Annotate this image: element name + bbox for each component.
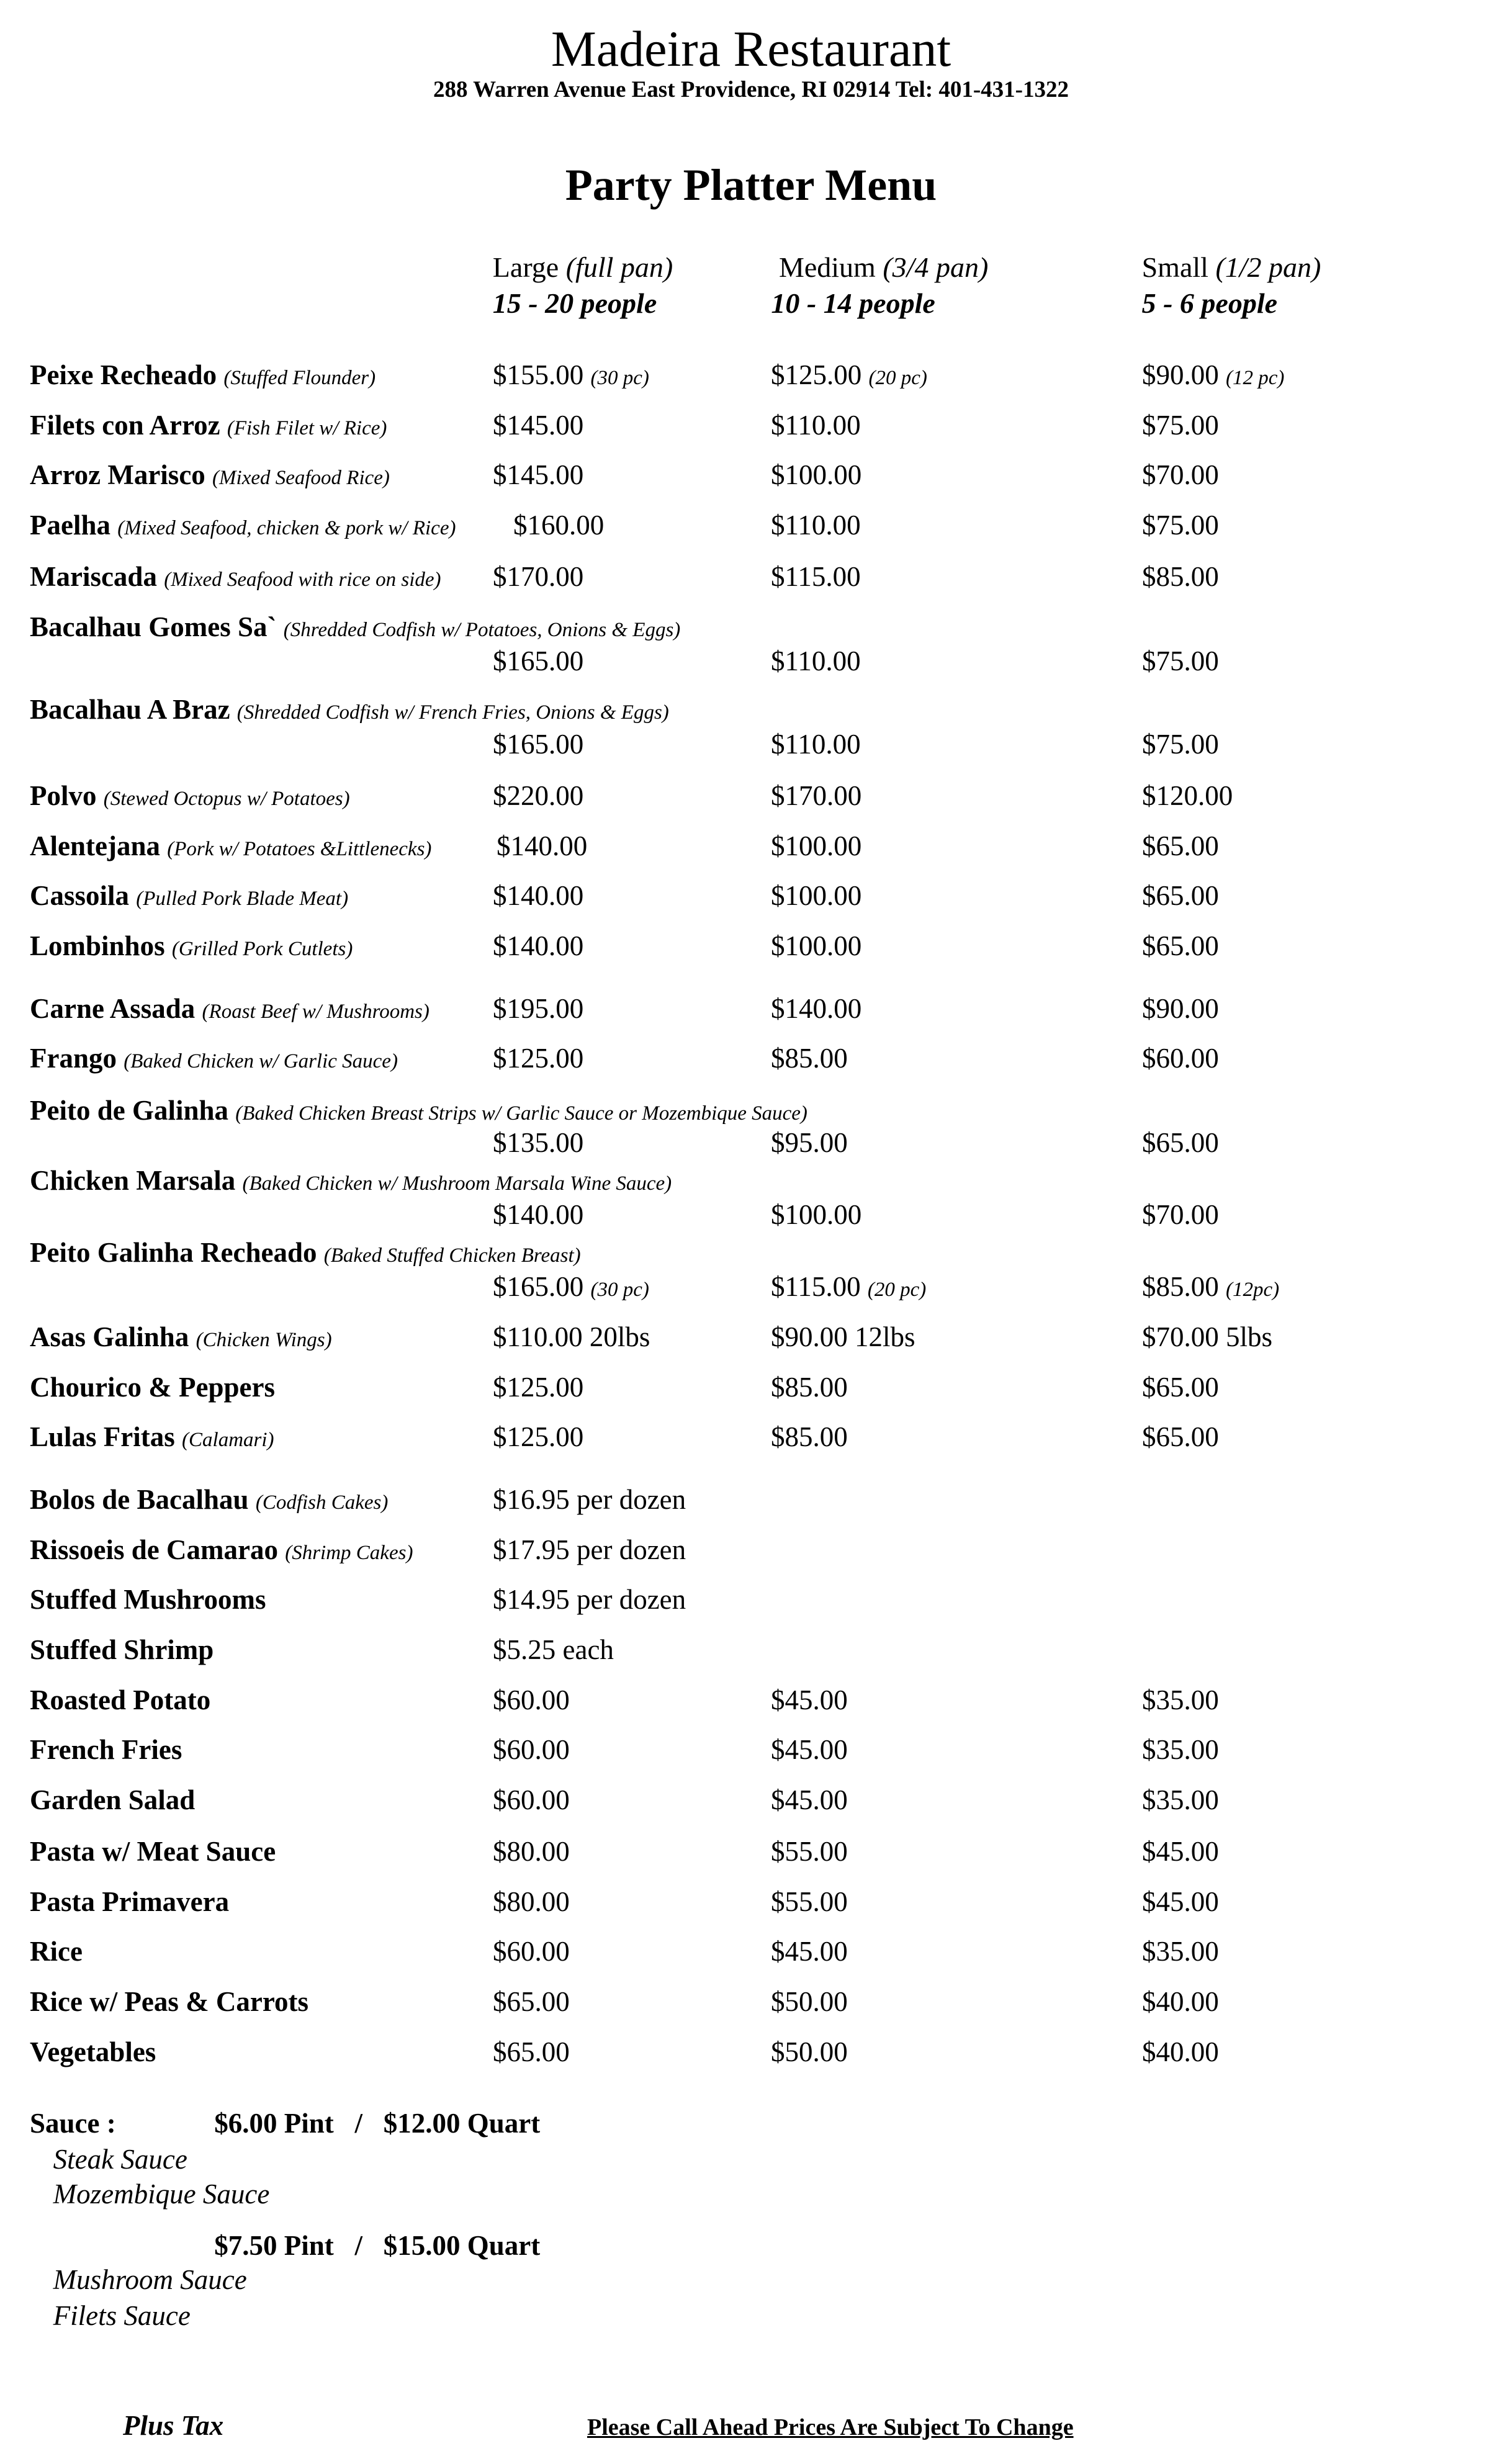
price-value: $115.00 bbox=[771, 561, 861, 593]
item-name-text: Roasted Potato bbox=[30, 1684, 211, 1715]
price-small bbox=[1142, 361, 1284, 389]
item-name bbox=[30, 1423, 274, 1451]
item-name bbox=[30, 1371, 275, 1403]
item-name bbox=[30, 1786, 195, 1814]
price-small bbox=[1142, 1273, 1279, 1301]
price-value: $110.00 bbox=[771, 645, 861, 677]
price-small bbox=[1142, 1985, 1219, 2017]
price-value: $65.00 bbox=[1142, 1421, 1219, 1453]
price-large bbox=[493, 1129, 583, 1157]
item-name bbox=[30, 1736, 182, 1764]
price-value: $100.00 bbox=[771, 1199, 862, 1231]
price-value: $125.00 bbox=[493, 1371, 584, 1403]
restaurant-name: Madeira Restaurant bbox=[551, 20, 951, 77]
column-header-large bbox=[493, 253, 673, 282]
item-name-text: Paelha bbox=[30, 510, 110, 541]
price-small bbox=[1142, 882, 1219, 910]
price-value: $75.00 bbox=[1142, 645, 1219, 677]
item-description: (Roast Beef w/ Mushrooms) bbox=[202, 1000, 429, 1023]
price-value: $140.00 bbox=[493, 1199, 584, 1231]
price-disclaimer: Please Call Ahead Prices Are Subject To Change bbox=[587, 2414, 1074, 2440]
menu-title: Party Platter Menu bbox=[565, 160, 937, 210]
price-value: $45.00 bbox=[771, 1684, 848, 1715]
portion-note: (12 pc) bbox=[1226, 367, 1285, 390]
price-small bbox=[1142, 782, 1233, 810]
price-value: $14.95 per dozen bbox=[493, 1584, 686, 1616]
size-label: Large bbox=[492, 251, 559, 284]
item-name-text: Garden Salad bbox=[30, 1784, 196, 1815]
price-large bbox=[493, 1586, 686, 1614]
sauce-item: Steak Sauce bbox=[53, 2144, 187, 2175]
price-value: $165.00 bbox=[493, 1271, 584, 1303]
item-name bbox=[30, 1636, 214, 1664]
column-header-medium bbox=[779, 253, 988, 282]
column-header-small bbox=[1142, 253, 1321, 282]
price-value: $155.00 bbox=[493, 359, 584, 391]
price-small bbox=[1142, 832, 1219, 860]
price-value: $75.00 bbox=[1142, 728, 1219, 760]
price-value: $170.00 bbox=[493, 561, 584, 593]
item-name-text: Carne Assada bbox=[30, 992, 196, 1024]
price-value: $140.00 bbox=[493, 880, 584, 912]
price-value: $60.00 bbox=[493, 1784, 570, 1815]
pan-label: (1/2 pan) bbox=[1215, 251, 1321, 284]
price-value: $140.00 bbox=[497, 830, 588, 861]
price-medium bbox=[771, 1838, 848, 1866]
price-value: $135.00 bbox=[493, 1127, 584, 1159]
price-large bbox=[493, 1636, 614, 1664]
item-name bbox=[30, 361, 376, 389]
size-label: Small bbox=[1141, 251, 1208, 284]
sauce-price: $6.00 Pint / $12.00 Quart bbox=[214, 2108, 541, 2139]
item-name bbox=[30, 882, 348, 910]
price-small bbox=[1142, 992, 1219, 1024]
price-value: $125.00 bbox=[493, 1043, 584, 1074]
portion-note: (12pc) bbox=[1226, 1279, 1280, 1302]
price-value: $17.95 per dozen bbox=[493, 1534, 686, 1565]
item-name-text: Bolos de Bacalhau bbox=[30, 1484, 249, 1515]
item-name bbox=[30, 782, 350, 810]
price-value: $35.00 bbox=[1142, 1684, 1219, 1715]
sauce-item: Filets Sauce bbox=[53, 2300, 191, 2332]
price-value: $50.00 bbox=[771, 2036, 848, 2067]
price-value: $60.00 bbox=[493, 1936, 570, 1967]
item-name-text: Lombinhos bbox=[30, 930, 165, 961]
price-medium bbox=[771, 511, 861, 539]
pan-label: (3/4 pan) bbox=[883, 251, 989, 284]
price-value: $55.00 bbox=[771, 1836, 848, 1867]
price-value: $160.00 bbox=[513, 510, 605, 541]
price-value: $110.00 bbox=[771, 510, 861, 541]
price-value: $95.00 bbox=[771, 1127, 848, 1159]
item-name-text: Frango bbox=[30, 1043, 117, 1074]
people-count-small: 5 - 6 people bbox=[1141, 287, 1278, 320]
item-description: (Baked Chicken Breast Strips w/ Garlic Sauce or Mozembique Sauce) bbox=[235, 1102, 807, 1125]
price-large bbox=[493, 361, 649, 389]
price-medium bbox=[771, 1938, 848, 1966]
item-name bbox=[30, 1586, 266, 1614]
price-large bbox=[493, 461, 583, 489]
item-name-text: Peito de Galinha bbox=[30, 1094, 229, 1126]
price-value: $140.00 bbox=[493, 930, 584, 961]
item-name bbox=[30, 613, 680, 641]
price-small bbox=[1142, 411, 1219, 439]
price-large bbox=[493, 1423, 583, 1451]
item-description: (Baked Stuffed Chicken Breast) bbox=[323, 1244, 581, 1267]
price-value: $195.00 bbox=[493, 992, 584, 1024]
price-small bbox=[1142, 1888, 1219, 1916]
item-name bbox=[30, 1938, 83, 1966]
price-medium bbox=[771, 992, 862, 1024]
price-large bbox=[493, 882, 583, 910]
price-large bbox=[493, 647, 583, 675]
item-name bbox=[30, 1236, 581, 1268]
price-value: $85.00 bbox=[1142, 1271, 1219, 1303]
item-description: (Grilled Pork Cutlets) bbox=[171, 937, 353, 960]
price-value: $70.00 5lbs bbox=[1142, 1321, 1273, 1352]
item-description: (Codfish Cakes) bbox=[255, 1491, 389, 1514]
portion-note: (20 pc) bbox=[867, 1279, 927, 1302]
price-medium bbox=[771, 728, 861, 760]
price-medium bbox=[771, 1786, 848, 1814]
sauce-label: Sauce : bbox=[30, 2108, 116, 2139]
sauce-item: Mozembique Sauce bbox=[53, 2178, 270, 2210]
price-value: $35.00 bbox=[1142, 1734, 1219, 1766]
price-medium bbox=[771, 563, 861, 591]
item-name bbox=[30, 1323, 332, 1351]
sauce-price: $7.50 Pint / $15.00 Quart bbox=[214, 2230, 541, 2262]
price-value: $50.00 bbox=[771, 1985, 848, 2017]
price-large bbox=[493, 563, 583, 591]
price-large bbox=[497, 832, 587, 860]
price-value: $65.00 bbox=[1142, 880, 1219, 912]
price-large bbox=[493, 1888, 570, 1916]
price-value: $16.95 per dozen bbox=[493, 1484, 686, 1515]
item-description: (Stewed Octopus w/ Potatoes) bbox=[103, 788, 350, 810]
item-description: (Shredded Codfish w/ Potatoes, Onions & Eggs) bbox=[283, 618, 681, 641]
item-name bbox=[30, 1164, 672, 1196]
item-name bbox=[30, 832, 431, 860]
item-description: (Fish Filet w/ Rice) bbox=[227, 416, 387, 439]
item-name-text: French Fries bbox=[30, 1734, 182, 1766]
price-medium bbox=[771, 932, 861, 960]
price-value: $60.00 bbox=[1142, 1043, 1219, 1074]
price-medium bbox=[771, 1323, 915, 1351]
price-value: $85.00 bbox=[1142, 561, 1219, 593]
item-description: (Shrimp Cakes) bbox=[285, 1541, 413, 1564]
item-name bbox=[30, 461, 390, 489]
price-large bbox=[493, 728, 584, 760]
price-value: $70.00 bbox=[1142, 459, 1219, 491]
price-small bbox=[1142, 1838, 1219, 1866]
item-name-text: Mariscada bbox=[30, 561, 157, 593]
price-value: $90.00 bbox=[1142, 359, 1219, 391]
price-value: $165.00 bbox=[493, 728, 584, 760]
price-value: $5.25 each bbox=[493, 1634, 614, 1665]
price-value: $60.00 bbox=[493, 1734, 570, 1766]
portion-note: (30 pc) bbox=[590, 367, 649, 390]
price-large bbox=[493, 1686, 570, 1714]
item-name bbox=[30, 511, 456, 539]
price-medium bbox=[771, 1423, 848, 1451]
price-value: $125.00 bbox=[771, 359, 862, 391]
item-description: (Baked Chicken w/ Garlic Sauce) bbox=[124, 1050, 398, 1073]
price-large bbox=[513, 511, 604, 539]
price-value: $45.00 bbox=[771, 1784, 848, 1815]
price-medium bbox=[771, 1371, 848, 1403]
price-value: $140.00 bbox=[771, 992, 862, 1024]
price-large bbox=[493, 932, 583, 960]
item-name-text: Filets con Arroz bbox=[30, 409, 220, 441]
price-value: $45.00 bbox=[771, 1734, 848, 1766]
price-value: $65.00 bbox=[1142, 830, 1219, 861]
price-value: $65.00 bbox=[1142, 1371, 1219, 1403]
item-name bbox=[30, 696, 669, 724]
price-medium bbox=[771, 461, 861, 489]
price-value: $70.00 bbox=[1142, 1199, 1219, 1231]
price-value: $55.00 bbox=[771, 1886, 848, 1917]
pan-label: (full pan) bbox=[565, 251, 673, 284]
item-name-text: Chicken Marsala bbox=[30, 1164, 236, 1196]
price-large bbox=[493, 2038, 570, 2066]
sauce-item: Mushroom Sauce bbox=[53, 2264, 247, 2296]
price-value: $65.00 bbox=[493, 2036, 570, 2067]
item-name-text: Rice w/ Peas & Carrots bbox=[30, 1985, 309, 2017]
item-name bbox=[30, 1486, 388, 1514]
price-value: $35.00 bbox=[1142, 1784, 1219, 1815]
price-value: $125.00 bbox=[493, 1421, 584, 1453]
item-description: (Mixed Seafood Rice) bbox=[212, 467, 390, 490]
item-name bbox=[30, 1985, 309, 2017]
price-medium bbox=[771, 832, 861, 860]
price-medium bbox=[771, 1985, 848, 2017]
price-value: $35.00 bbox=[1142, 1936, 1219, 1967]
price-large bbox=[493, 1786, 570, 1814]
price-large bbox=[493, 1323, 650, 1351]
price-value: $110.00 bbox=[771, 409, 861, 441]
price-large bbox=[493, 1045, 583, 1072]
item-name-text: Asas Galinha bbox=[30, 1321, 189, 1352]
item-description: (Stuffed Flounder) bbox=[223, 367, 376, 390]
price-large bbox=[493, 1273, 649, 1301]
price-medium bbox=[771, 647, 861, 675]
item-name-text: Pasta Primavera bbox=[30, 1886, 230, 1917]
item-name-text: Rissoeis de Camarao bbox=[30, 1534, 278, 1565]
price-value: $40.00 bbox=[1142, 2036, 1219, 2067]
size-label: Medium bbox=[778, 251, 876, 284]
price-large bbox=[493, 1736, 570, 1764]
item-name-text: Stuffed Shrimp bbox=[30, 1634, 214, 1665]
price-large bbox=[493, 1838, 570, 1866]
price-small bbox=[1142, 511, 1219, 539]
item-description: (Mixed Seafood with rice on side) bbox=[164, 569, 441, 591]
price-value: $145.00 bbox=[493, 459, 584, 491]
price-small bbox=[1142, 1686, 1219, 1714]
price-value: $100.00 bbox=[771, 459, 862, 491]
item-name-text: Arroz Marisco bbox=[30, 459, 205, 491]
price-value: $90.00 12lbs bbox=[771, 1321, 915, 1352]
item-name-text: Pasta w/ Meat Sauce bbox=[30, 1836, 276, 1867]
price-value: $220.00 bbox=[493, 780, 584, 811]
people-count-medium: 10 - 14 people bbox=[771, 287, 935, 320]
item-name-text: Peito Galinha Recheado bbox=[30, 1236, 317, 1268]
price-small bbox=[1142, 728, 1219, 760]
price-value: $80.00 bbox=[493, 1836, 570, 1867]
item-name bbox=[30, 1838, 276, 1866]
item-name-text: Rice bbox=[30, 1936, 83, 1967]
item-name-text: Bacalhau A Braz bbox=[30, 694, 230, 726]
item-name bbox=[30, 563, 441, 591]
item-name-text: Polvo bbox=[30, 780, 97, 811]
price-medium bbox=[771, 1129, 848, 1157]
item-name-text: Peixe Recheado bbox=[30, 359, 217, 391]
price-value: $40.00 bbox=[1142, 1985, 1219, 2017]
price-medium bbox=[771, 1736, 848, 1764]
item-name bbox=[30, 1686, 210, 1714]
price-small bbox=[1142, 1371, 1219, 1403]
price-medium bbox=[771, 1045, 848, 1072]
price-small bbox=[1142, 1736, 1219, 1764]
price-medium bbox=[771, 782, 861, 810]
price-small bbox=[1142, 1045, 1219, 1072]
price-value: $165.00 bbox=[493, 645, 584, 677]
price-small bbox=[1142, 932, 1219, 960]
price-large bbox=[493, 1938, 570, 1966]
price-large bbox=[493, 1371, 584, 1403]
item-description: (Baked Chicken w/ Mushroom Marsala Wine Sauce) bbox=[242, 1172, 672, 1195]
price-value: $100.00 bbox=[771, 930, 862, 961]
price-value: $85.00 bbox=[771, 1043, 848, 1074]
price-value: $65.00 bbox=[493, 1985, 570, 2017]
portion-note: (30 pc) bbox=[590, 1279, 649, 1302]
price-value: $80.00 bbox=[493, 1886, 570, 1917]
price-medium bbox=[771, 1686, 848, 1714]
item-name bbox=[30, 1888, 229, 1916]
price-large bbox=[493, 782, 583, 810]
item-name bbox=[30, 411, 387, 439]
price-value: $120.00 bbox=[1142, 780, 1233, 811]
price-value: $85.00 bbox=[771, 1371, 848, 1403]
price-small bbox=[1142, 647, 1219, 675]
price-small bbox=[1142, 563, 1219, 591]
price-small bbox=[1142, 1938, 1219, 1966]
price-value: $65.00 bbox=[1142, 1127, 1219, 1159]
price-medium bbox=[771, 1888, 848, 1916]
item-name bbox=[30, 1094, 807, 1126]
item-name-text: Vegetables bbox=[30, 2036, 156, 2067]
price-large bbox=[493, 411, 583, 439]
price-medium bbox=[771, 2038, 848, 2066]
price-value: $85.00 bbox=[771, 1421, 848, 1453]
item-name-text: Lulas Fritas bbox=[30, 1421, 175, 1453]
price-value: $110.00 bbox=[771, 728, 861, 760]
item-description: (Pulled Pork Blade Meat) bbox=[136, 888, 349, 911]
price-medium bbox=[771, 1273, 926, 1301]
price-small bbox=[1142, 2038, 1219, 2066]
item-name bbox=[30, 992, 429, 1024]
item-name-text: Alentejana bbox=[30, 830, 160, 861]
price-value: $90.00 bbox=[1142, 992, 1219, 1024]
item-description: (Chicken Wings) bbox=[196, 1328, 332, 1351]
price-medium bbox=[771, 411, 861, 439]
plus-tax-note: Plus Tax bbox=[123, 2410, 224, 2441]
item-description: (Pork w/ Potatoes &Littlenecks) bbox=[167, 837, 432, 860]
portion-note: (20 pc) bbox=[868, 367, 927, 390]
price-large bbox=[493, 992, 584, 1024]
price-large bbox=[493, 1536, 686, 1564]
price-value: $145.00 bbox=[493, 409, 584, 441]
price-small bbox=[1142, 1323, 1272, 1351]
item-name bbox=[30, 1536, 413, 1564]
item-name-text: Stuffed Mushrooms bbox=[30, 1584, 266, 1616]
price-small bbox=[1142, 461, 1219, 489]
price-small bbox=[1142, 1423, 1219, 1451]
price-large bbox=[493, 1201, 583, 1229]
price-small bbox=[1142, 1129, 1219, 1157]
item-name-text: Bacalhau Gomes Sa` bbox=[30, 611, 277, 642]
price-value: $75.00 bbox=[1142, 409, 1219, 441]
price-medium bbox=[771, 361, 927, 389]
price-value: $100.00 bbox=[771, 880, 862, 912]
price-value: $45.00 bbox=[1142, 1836, 1219, 1867]
price-small bbox=[1142, 1786, 1219, 1814]
item-name-text: Chourico & Peppers bbox=[30, 1371, 275, 1403]
price-value: $75.00 bbox=[1142, 510, 1219, 541]
item-name bbox=[30, 932, 353, 960]
restaurant-address: 288 Warren Avenue East Providence, RI 02914 Tel: 401-431-1322 bbox=[433, 77, 1069, 102]
item-description: (Calamari) bbox=[182, 1429, 274, 1452]
price-medium bbox=[771, 1201, 861, 1229]
item-name-text: Cassoila bbox=[30, 880, 130, 912]
item-description: (Shredded Codfish w/ French Fries, Onions & Eggs) bbox=[236, 701, 669, 724]
people-count-large: 15 - 20 people bbox=[492, 287, 657, 320]
price-value: $45.00 bbox=[1142, 1886, 1219, 1917]
item-name bbox=[30, 1045, 398, 1072]
price-large bbox=[493, 1985, 570, 2017]
price-value: $170.00 bbox=[771, 780, 862, 811]
price-value: $110.00 20lbs bbox=[493, 1321, 650, 1352]
item-name bbox=[30, 2038, 156, 2066]
price-value: $60.00 bbox=[493, 1684, 570, 1715]
price-medium bbox=[771, 882, 861, 910]
price-large bbox=[493, 1486, 686, 1514]
price-value: $115.00 bbox=[771, 1271, 861, 1303]
item-description: (Mixed Seafood, chicken & pork w/ Rice) bbox=[117, 517, 456, 540]
price-value: $100.00 bbox=[771, 830, 862, 861]
price-small bbox=[1142, 1201, 1219, 1229]
price-value: $65.00 bbox=[1142, 930, 1219, 961]
price-value: $45.00 bbox=[771, 1936, 848, 1967]
